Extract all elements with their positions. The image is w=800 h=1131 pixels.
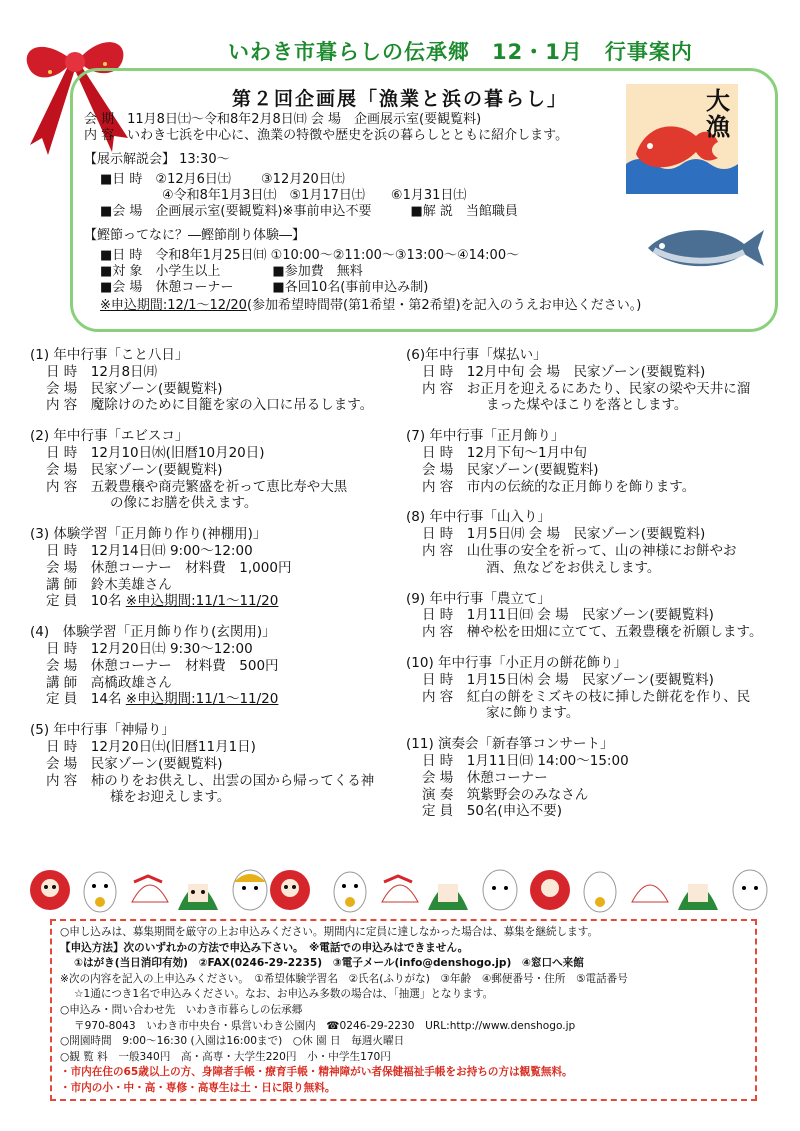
footer-line: ○申込み・問い合わせ先 いわき市暮らしの伝承郷 bbox=[60, 1003, 303, 1016]
event-text: 会 場 民家ゾーン(要観覧料) bbox=[46, 380, 223, 397]
event-4 bbox=[30, 624, 410, 708]
event-text: 会 場 休憩コーナー bbox=[422, 769, 548, 786]
event-text: 日 時 1月5日㈪ 会 場 民家ゾーン(要観覧料) bbox=[422, 526, 706, 543]
footer-line: ①はがき(当日消印有効) ②FAX(0246-29-2235) ③電子メール(info@denshogo.jp) ④窓口へ来館 bbox=[74, 957, 584, 970]
event-text: 会 場 民家ゾーン(要観覧料) bbox=[46, 755, 223, 772]
event-text: 定 員 10名 bbox=[46, 593, 122, 610]
event-text: 日 時 12月20日㈯(旧暦11月1日) bbox=[46, 738, 256, 755]
talk-venue: ■会 場 企画展示室(要観覧料)※事前申込不要 ■解 説 当館職員 bbox=[100, 204, 518, 219]
event-text: 日 時 1月15日㈭ 会 場 民家ゾーン(要観覧料) bbox=[422, 671, 714, 688]
katsuo-venue: ■会 場 休憩コーナー ■各回10名(事前申込み制) bbox=[100, 280, 429, 295]
event-text: 日 時 12月下旬～1月中旬 bbox=[422, 444, 588, 461]
event-5 bbox=[30, 722, 410, 806]
event-text: 会 場 休憩コーナー 材料費 1,000円 bbox=[46, 559, 292, 576]
event-text: 内 容 お正月を迎えるにあたり、民家の梁や天井に溜 bbox=[422, 380, 751, 397]
bonito-fish-icon bbox=[640, 218, 768, 276]
event-text: 日 時 12月10日㈬(旧暦10月20日) bbox=[46, 444, 265, 461]
exhibition-period: 会 期 11月8日㈯～令和8年2月8日㈰ 会 場 企画展示室(要観覧料) bbox=[84, 112, 482, 127]
footer-line: ☆1通につき1名で申込みください。なお、お申込み多数の場合は、「抽選」となります。 bbox=[74, 988, 494, 1001]
event-text: 日 時 12月8日㈪ bbox=[46, 363, 158, 380]
event-text: 内 容 山仕事の安全を祈って、山の神様にお餅やお bbox=[422, 542, 737, 559]
event-text: 定 員 14名 bbox=[46, 691, 122, 708]
talk-dates-2: ④令和8年1月3日㈯ ⑤1月17日㈯ ⑥1月31日㈯ bbox=[162, 188, 467, 203]
event-text: 家に飾ります。 bbox=[486, 705, 580, 722]
event-text: (10) 年中行事「小正月の餅花飾り」 bbox=[406, 654, 628, 671]
event-text: 内 容 魔除けのために目籠を家の入口に吊るします。 bbox=[46, 397, 374, 414]
event-text: 内 容 市内の伝統的な正月飾りを飾ります。 bbox=[422, 478, 696, 495]
event-text: 日 時 12月14日㈰ 9:00～12:00 bbox=[46, 542, 253, 559]
event-text: 内 容 紅白の餅をミズキの枝に挿した餅花を作り、民 bbox=[422, 688, 751, 705]
footer-line: ○開園時間 9:00～16:30 (入園は16:00まで) ○休 園 日 毎週火曜日 bbox=[60, 1035, 405, 1048]
event-1 bbox=[30, 347, 410, 414]
event-text: 定 員 50名(申込不要) bbox=[422, 803, 563, 820]
exhibition-content: 内 容 いわき七浜を中心に、漁業の特徴や歴史を浜の暮らしとともに紹介します。 bbox=[84, 128, 569, 143]
event-text: 演 奏 筑紫野会のみなさん bbox=[422, 786, 589, 803]
event-text: (3) 体験学習「正月飾り作り(神棚用)」 bbox=[30, 526, 267, 543]
katsuo-period-note: (参加希望時間帯(第1希望・第2希望)を記入のうえお申込ください。) bbox=[246, 298, 642, 313]
event-text: (6)年中行事「煤払い」 bbox=[406, 347, 547, 363]
event-text: (9) 年中行事「農立て」 bbox=[406, 590, 551, 607]
footer-line: 〒970-8043 いわき市中央台・県営いわき公園内 ☎0246-29-2230 URL:http://www.denshogo.jp bbox=[74, 1019, 576, 1032]
footer-line: 【申込方法】次のいずれかの方法で申込み下さい。 ※電話での申込みはできません。 bbox=[60, 941, 469, 954]
event-text: 日 時 12月20日㈯ 9:30～12:00 bbox=[46, 640, 253, 657]
event-3 bbox=[30, 526, 410, 610]
event-text: 日 時 1月11日㈰ 会 場 民家ゾーン(要観覧料) bbox=[422, 607, 714, 624]
event-text: の像にお膳を供えます。 bbox=[110, 495, 258, 512]
event-text: 会 場 休憩コーナー 材料費 500円 bbox=[46, 657, 279, 674]
tairyo-badge bbox=[626, 84, 738, 194]
event-text: 様をお迎えします。 bbox=[110, 789, 231, 806]
event-text: 日 時 12月中旬 会 場 民家ゾーン(要観覧料) bbox=[422, 363, 706, 380]
event-text: 講 師 鈴木美雄さん bbox=[46, 576, 172, 593]
footer-line: ・市内在住の65歳以上の方、身障者手帳・療育手帳・精神障がい者保健福祉手帳をお持ちの方は観覧無料。 bbox=[60, 1066, 573, 1079]
event-text: (8) 年中行事「山入り」 bbox=[406, 509, 551, 526]
page-title: いわき市暮らしの伝承郷 12・1月 行事案内 bbox=[228, 40, 693, 64]
event-text: まった煤やほこりを落とします。 bbox=[486, 397, 688, 414]
katsuo-dates: ■日 時 令和8年1月25日㈰ ①10:00～②11:00～③13:00～④14:00～ bbox=[100, 248, 520, 263]
event-text: (4) 体験学習「正月飾り作り(玄関用)」 bbox=[30, 624, 276, 641]
event-2 bbox=[30, 428, 410, 512]
event-text: 内 容 五穀豊穣や商売繁盛を祈って恵比寿や大黒 bbox=[46, 478, 348, 495]
katsuo-period-dates: ※申込期間:12/1～12/20 bbox=[100, 298, 247, 313]
exhibition-title: 第２回企画展「漁業と浜の暮らし」 bbox=[231, 88, 568, 110]
event-text: 内 容 榊や松を田畑に立てて、五穀豊穣を祈願します。 bbox=[422, 624, 763, 641]
katsuo-heading: 【鰹節ってなに？―鰹節削り体験―】 bbox=[84, 228, 306, 243]
new-year-mascots-icon bbox=[28, 862, 768, 914]
left-events bbox=[30, 347, 410, 820]
katsuo-target: ■対 象 小学生以上 ■参加費 無料 bbox=[100, 264, 363, 279]
footer-line: ※次の内容を記入の上申込みください。 ①希望体験学習名 ②氏名(ふりがな) ③年齢 ④郵便番号・住所 ⑤電話番号 bbox=[60, 972, 628, 985]
event-6 bbox=[406, 347, 791, 414]
footer-line: ・市内の小・中・高・専修・高専生は土・日に限り無料。 bbox=[60, 1081, 336, 1094]
event-9 bbox=[406, 591, 791, 641]
right-events bbox=[406, 347, 791, 834]
event-text: 講 師 高橋政雄さん bbox=[46, 674, 172, 691]
event-text: 日 時 1月11日㈰ 14:00～15:00 bbox=[422, 752, 629, 769]
event-text: 内 容 柿のりをお供えし、出雲の国から帰ってくる神 bbox=[46, 772, 375, 789]
footer-line: ○観 覧 料 一般340円 高・高専・大学生220円 小・中学生170円 bbox=[60, 1050, 391, 1063]
event-text: (2) 年中行事「エビスコ」 bbox=[30, 428, 189, 445]
event-text: (11) 演奏会「新春箏コンサート」 bbox=[406, 736, 614, 753]
talk-heading: 【展示解説会】 13:30～ bbox=[84, 152, 230, 167]
footer-line: ○申し込みは、募集期間を厳守の上お申込みください。期間内に定員に達しなかった場合は、募集を継続します。 bbox=[60, 926, 599, 938]
event-10 bbox=[406, 655, 791, 722]
footer-notice bbox=[50, 919, 757, 1101]
event-8 bbox=[406, 509, 791, 576]
event-text: ※申込期間:11/1～11/20 bbox=[125, 691, 279, 708]
katsuo-period bbox=[100, 298, 641, 313]
event-7 bbox=[406, 428, 791, 495]
tairyo-text: 大漁 bbox=[706, 87, 730, 141]
event-text: 会 場 民家ゾーン(要観覧料) bbox=[46, 461, 223, 478]
event-11 bbox=[406, 736, 791, 820]
event-text: (5) 年中行事「神帰り」 bbox=[30, 722, 175, 739]
event-text: (7) 年中行事「正月飾り」 bbox=[406, 428, 565, 445]
event-text: ※申込期間:11/1～11/20 bbox=[125, 593, 279, 610]
event-text: 会 場 民家ゾーン(要観覧料) bbox=[422, 461, 599, 478]
event-text: 酒、魚などをお供えします。 bbox=[486, 559, 661, 576]
talk-dates-1: ■日 時 ②12月6日㈯ ③12月20日㈯ bbox=[100, 172, 345, 187]
event-text: (1) 年中行事「こと八日」 bbox=[30, 347, 189, 363]
